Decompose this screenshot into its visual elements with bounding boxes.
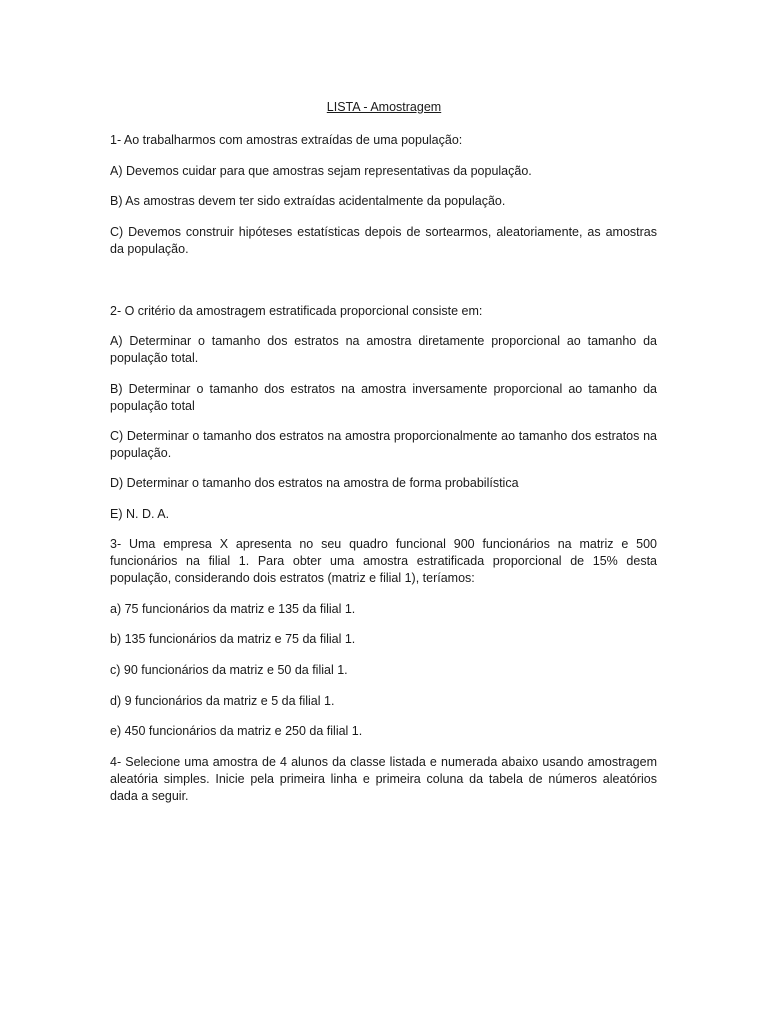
- q1-option-b: B) As amostras devem ter sido extraídas acidentalmente da população.: [110, 194, 506, 208]
- q2-option-c: C) Determinar o tamanho dos estratos na amostra proporcionalmente ao tamanho dos estratos na população.: [110, 429, 657, 460]
- question-4: 4- Selecione uma amostra de 4 alunos da classe listada e numerada abaixo usando amostragem aleatória simples. Inicie pela primeira linha e primeira coluna da tabela de números aleatórios dada a seguir.: [110, 755, 657, 803]
- question-3: 3- Uma empresa X apresenta no seu quadro funcional 900 funcionários na matriz e 500 funcionários na filial 1. Para obter uma amostra estratificada proporcional de 15% desta população, considerando dois estratos (matriz e filial 1), teríamos:: [110, 537, 657, 585]
- question-1: 1- Ao trabalharmos com amostras extraídas de uma população:: [110, 133, 463, 147]
- q3-option-d: d) 9 funcionários da matriz e 5 da filial 1.: [110, 694, 335, 708]
- q1-option-c: C) Devemos construir hipóteses estatísticas depois de sortearmos, aleatoriamente, as amostras da população.: [110, 225, 657, 256]
- document-title: LISTA - Amostragem: [326, 100, 442, 114]
- question-2: 2- O critério da amostragem estratificada proporcional consiste em:: [110, 304, 483, 318]
- q3-option-a: a) 75 funcionários da matriz e 135 da filial 1.: [110, 602, 356, 616]
- q2-option-b: B) Determinar o tamanho dos estratos na amostra inversamente proporcional ao tamanho da população total: [110, 382, 657, 413]
- q1-option-a: A) Devemos cuidar para que amostras sejam representativas da população.: [110, 164, 532, 178]
- q3-option-b: b) 135 funcionários da matriz e 75 da filial 1.: [110, 632, 356, 646]
- q3-option-c: c) 90 funcionários da matriz e 50 da filial 1.: [110, 663, 348, 677]
- q2-option-a: A) Determinar o tamanho dos estratos na amostra diretamente proporcional ao tamanho da população total.: [110, 334, 657, 365]
- q2-option-d: D) Determinar o tamanho dos estratos na amostra de forma probabilística: [110, 476, 519, 490]
- q3-option-e: e) 450 funcionários da matriz e 250 da filial 1.: [110, 724, 363, 738]
- q2-option-e: E) N. D. A.: [110, 507, 170, 521]
